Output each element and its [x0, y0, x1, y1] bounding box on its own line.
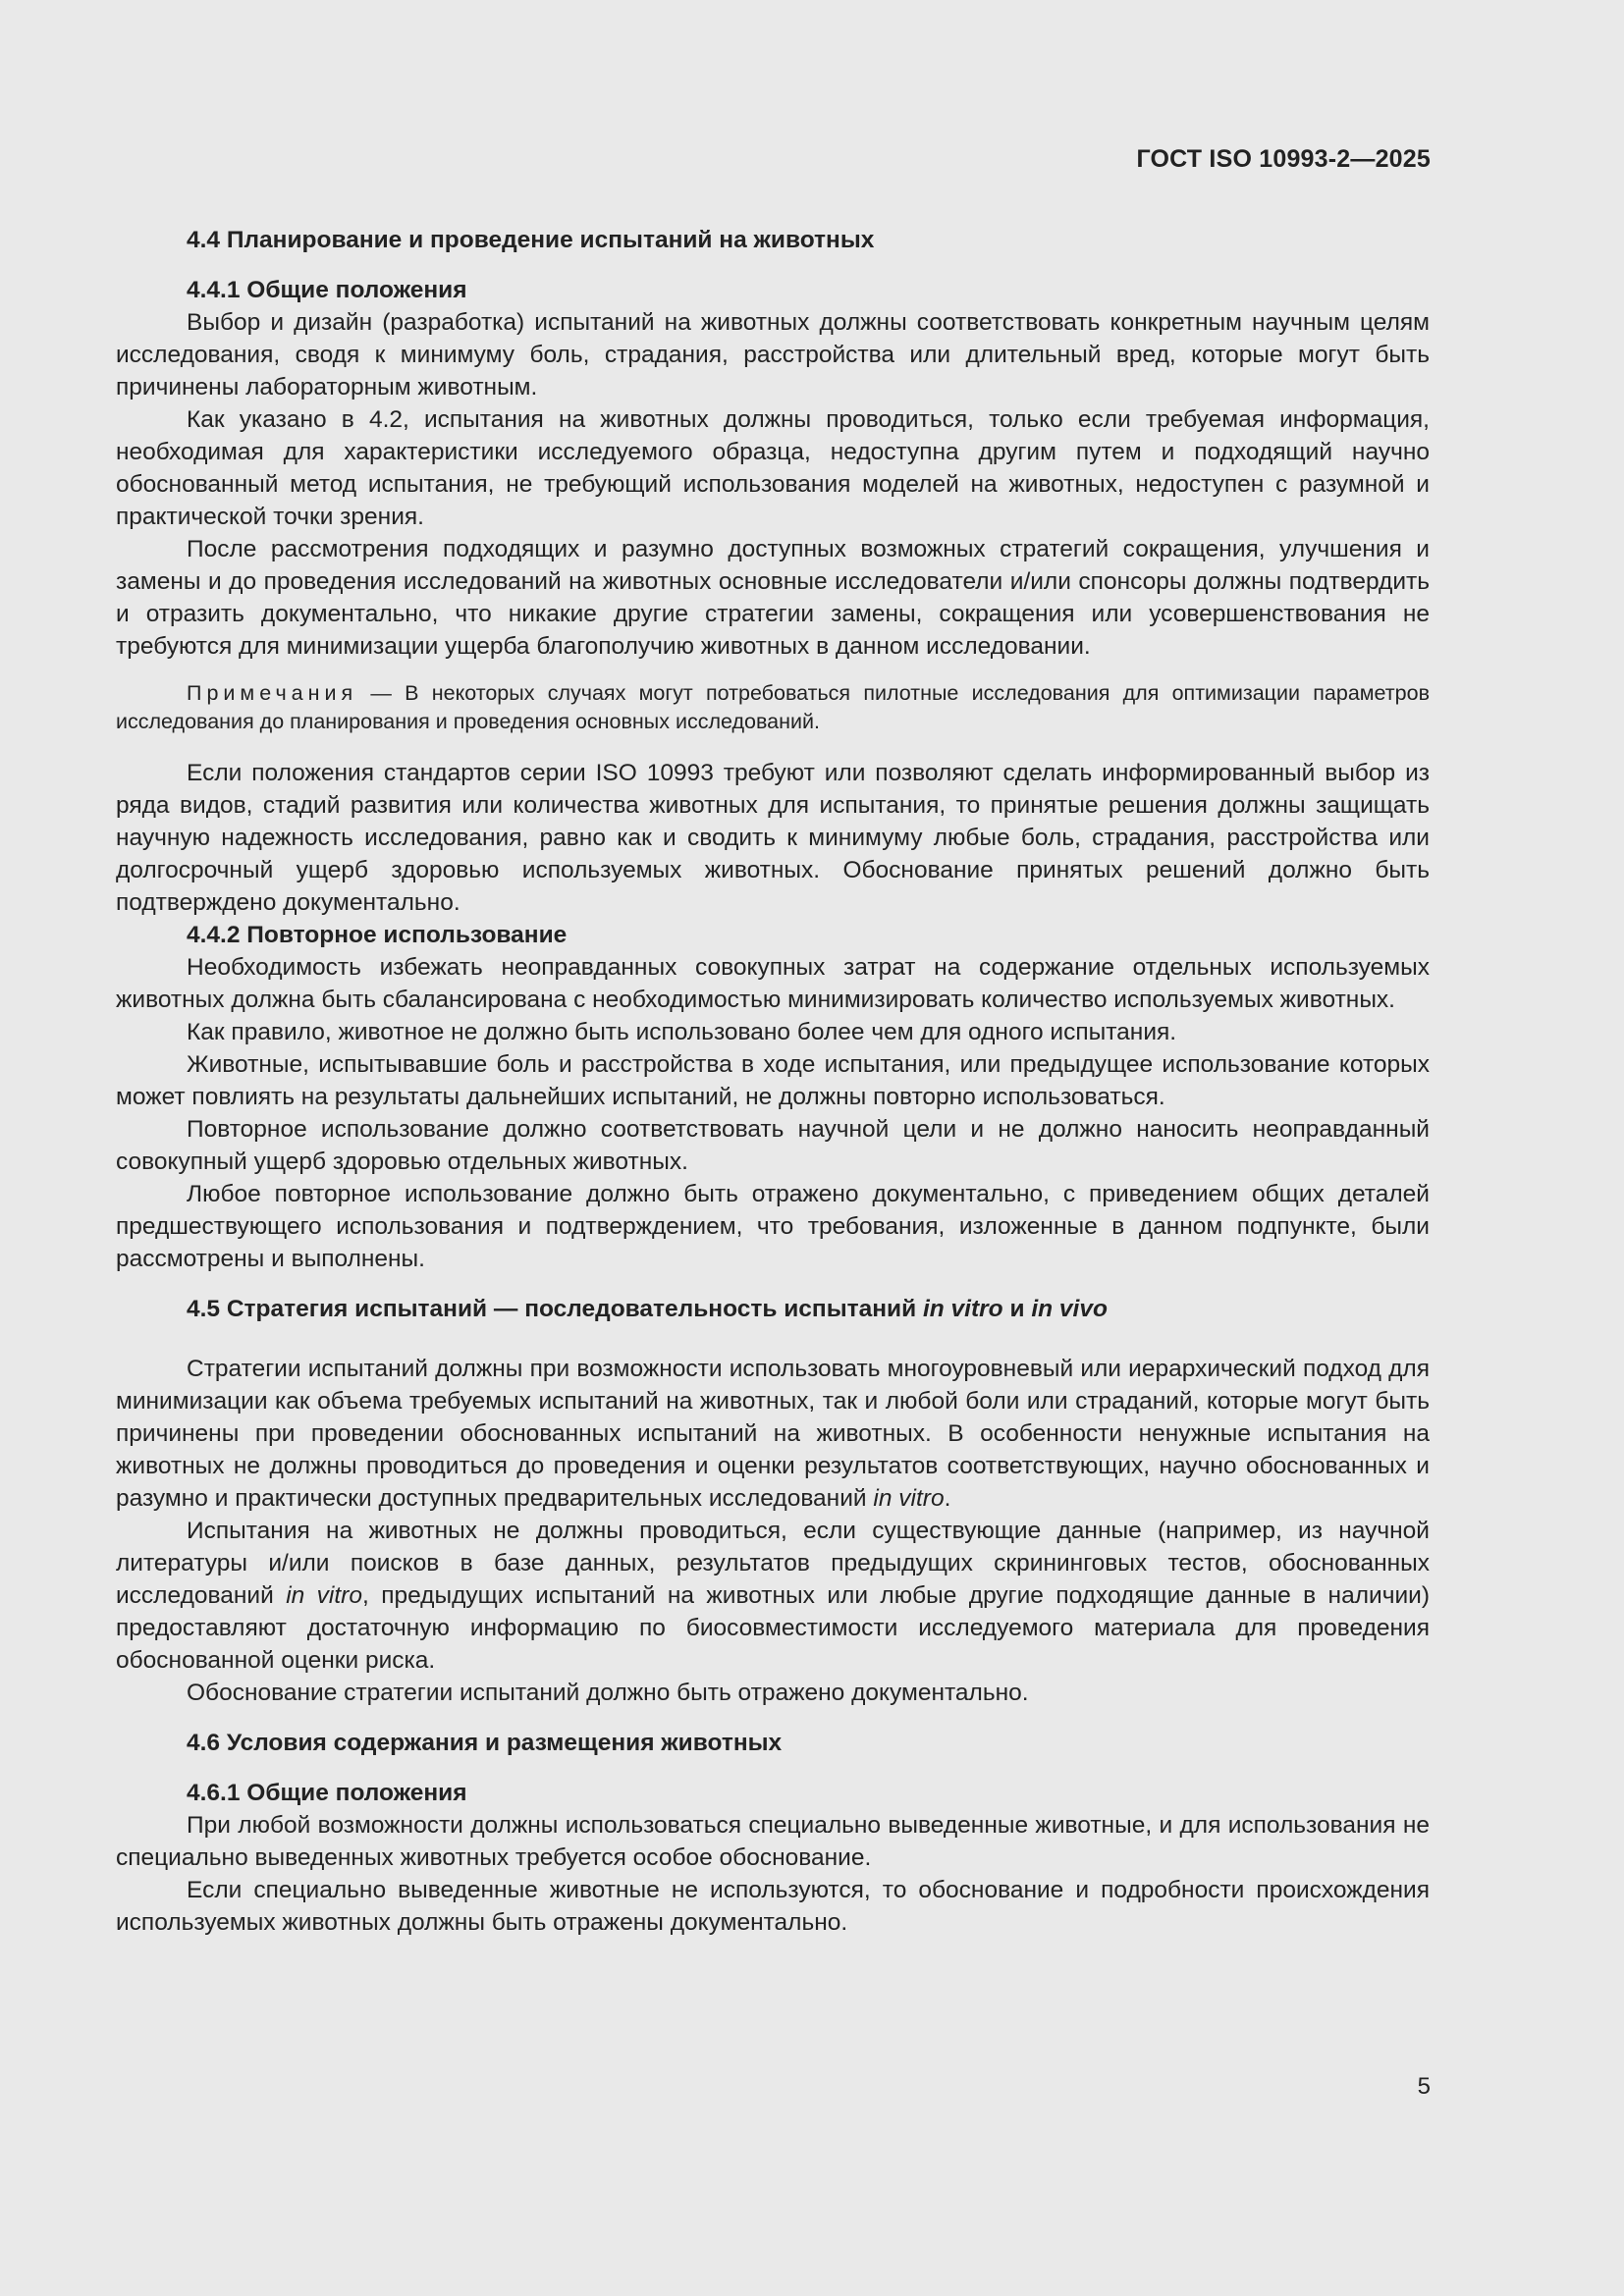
section-4-4-heading: 4.4 Планирование и проведение испытаний на животных: [187, 227, 875, 253]
paragraph-text: Стратегии испытаний должны при возможности использовать многоуровневый или иерархический подход для минимизации как объема требуемых испытаний на животных, так и любой боли или страданий, которые могут быть причинены при проведении обоснованных испытаний на животных. В особенности ненужные испытания на животных не должны проводиться до проведения и оценки результатов соответствующих, научно обоснованных и разумно и практически доступных предварительных исследований: [116, 1356, 1430, 1512]
section-4-6-1-heading: 4.6.1 Общие положения: [187, 1780, 467, 1806]
paragraph-text: .: [944, 1485, 951, 1512]
note-label: Примечания: [187, 681, 358, 705]
section-4-4-1-heading: 4.4.1 Общие положения: [187, 277, 467, 303]
page-number: 5: [1417, 2073, 1431, 2100]
document-header: ГОСТ ISO 10993-2—2025: [1136, 145, 1431, 173]
italic-term: in vitro: [286, 1582, 362, 1609]
paragraph: Любое повторное использование должно быть отражено документально, с приведением общих деталей предшествующего использования и подтверждением, что требования, изложенные в данном подпункте, были рассмотрены и выполнены.: [116, 1181, 1430, 1272]
italic-term: in vitro: [873, 1485, 945, 1512]
section-4-5-heading: [116, 1293, 1430, 1325]
paragraph-text: , предыдущих испытаний на животных или любые другие подходящие данные в наличии) предоставляют достаточную информацию по биосовместимости исследуемого материала для проведения обоснованной оценки риска.: [116, 1582, 1430, 1674]
heading-text: 4.5 Стратегия испытаний — последовательность испытаний: [187, 1296, 923, 1322]
paragraph: Повторное использование должно соответствовать научной цели и не должно наносить неоправданный совокупный ущерб здоровью отдельных животных.: [116, 1116, 1430, 1175]
paragraph: Если специально выведенные животные не используются, то обоснование и подробности происхождения используемых животных должны быть отражены документально.: [116, 1877, 1430, 1936]
paragraph: Необходимость избежать неоправданных совокупных затрат на содержание отдельных используемых животных должна быть сбалансирована с необходимостью минимизировать количество используемых животных.: [116, 954, 1430, 1013]
paragraph: Выбор и дизайн (разработка) испытаний на животных должны соответствовать конкретным научным целям исследования, сводя к минимуму боль, страдания, расстройства или длительный вред, которые могут быть причинены лабораторным животным.: [116, 309, 1430, 400]
paragraph: Если положения стандартов серии ISO 10993 требуют или позволяют сделать информированный выбор из ряда видов, стадий развития или количества животных для испытания, то принятые решения должны защищать научную надежность исследования, равно как и сводить к минимуму любые боль, страдания, расстройства или долгосрочный ущерб здоровью используемых животных. Обоснование принятых решений должно быть подтверждено документально.: [116, 760, 1430, 916]
paragraph: При любой возможности должны использоваться специально выведенные животные, и для использования не специально выведенных животных требуется особое обоснование.: [116, 1812, 1430, 1871]
note: [116, 679, 1430, 736]
paragraph: Обоснование стратегии испытаний должно быть отражено документально.: [187, 1680, 1029, 1706]
section-4-6-heading: 4.6 Условия содержания и размещения животных: [187, 1730, 783, 1756]
note-text: — В некоторых случаях могут потребоваться пилотные исследования для оптимизации параметров исследования до планирования и проведения основных исследований.: [116, 681, 1430, 733]
section-4-4-2-heading: 4.4.2 Повторное использование: [187, 922, 568, 948]
paragraph: Как правило, животное не должно быть использовано более чем для одного испытания.: [187, 1019, 1177, 1045]
paragraph: Животные, испытывавшие боль и расстройства в ходе испытания, или предыдущее использование которых может повлиять на результаты дальнейших испытаний, не должны повторно использоваться.: [116, 1051, 1430, 1110]
paragraph: [116, 1353, 1430, 1515]
heading-italic: in vivo: [1031, 1296, 1108, 1322]
page-content: [116, 224, 1430, 1939]
paragraph: После рассмотрения подходящих и разумно доступных возможных стратегий сокращения, улучшения и замены и до проведения исследований на животных основные исследователи и/или спонсоры должны подтвердить и отразить документально, что никакие другие стратегии замены, сокращения или усовершенствования не требуются для минимизации ущерба благополучию животных в данном исследовании.: [116, 536, 1430, 660]
paragraph-text: Испытания на животных не должны проводиться, если существующие данные (например, из научной литературы и/или поисков в базе данных, результатов предыдущих скрининговых тестов, обоснованных исследований: [116, 1518, 1430, 1609]
heading-italic: in vitro: [922, 1296, 1003, 1322]
paragraph: Как указано в 4.2, испытания на животных должны проводиться, только если требуемая информация, необходимая для характеристики исследуемого образца, недоступна другим путем и подходящий научно обоснованный метод испытания, не требующий использования моделей на животных, недоступен с разумной и практической точки зрения.: [116, 406, 1430, 530]
paragraph: [116, 1515, 1430, 1677]
heading-text: и: [1002, 1296, 1032, 1322]
